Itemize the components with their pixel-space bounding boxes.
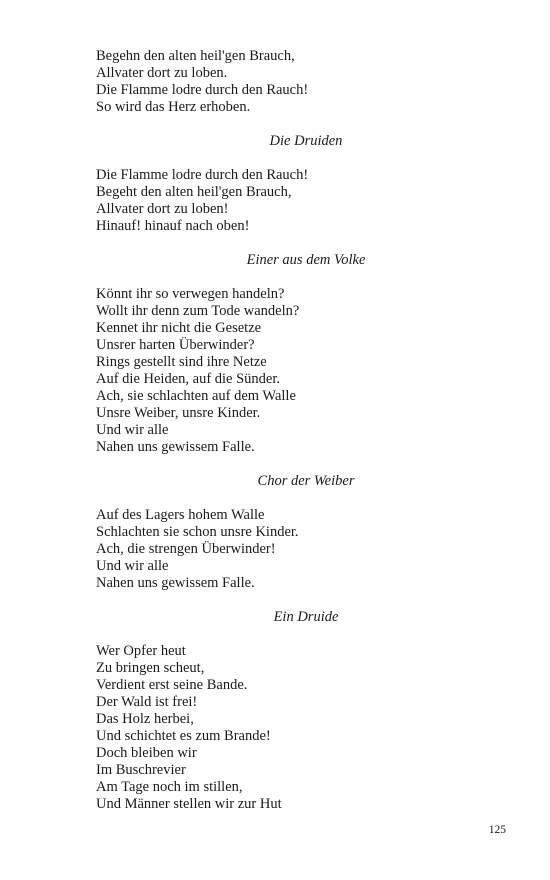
verse-line: Kennet ihr nicht die Gesetze	[96, 320, 262, 336]
verse-line: Doch bleiben wir	[96, 745, 197, 761]
verse-line: Begehn den alten heil'gen Brauch,	[96, 48, 295, 64]
verse-line: Die Flamme lodre durch den Rauch!	[96, 82, 309, 98]
verse-line: Der Wald ist frei!	[96, 694, 198, 710]
verse-line: Und schichtet es zum Brande!	[96, 728, 271, 744]
verse-line: Begeht den alten heil'gen Brauch,	[96, 184, 292, 200]
verse-line: Rings gestellt sind ihre Netze	[96, 354, 267, 370]
verse-line: Auf des Lagers hohem Walle	[96, 507, 265, 523]
verse-line: Ach, die strengen Überwinder!	[96, 541, 276, 557]
verse-line: Ach, sie schlachten auf dem Walle	[96, 388, 296, 404]
page-number: 125	[488, 824, 506, 836]
verse-line: Zu bringen scheut,	[96, 660, 205, 676]
speaker-heading: Chor der Weiber	[257, 473, 355, 489]
verse-line: Auf die Heiden, auf die Sünder.	[96, 371, 281, 387]
verse-line: Und wir alle	[96, 422, 169, 438]
verse-line: Nahen uns gewissem Falle.	[96, 575, 255, 591]
verse-line: Wer Opfer heut	[96, 643, 186, 659]
verse-line: So wird das Herz erhoben.	[96, 99, 251, 115]
verse-line: Unsrer harten Überwinder?	[96, 337, 255, 353]
verse-line: Unsre Weiber, unsre Kinder.	[96, 405, 261, 421]
stanza	[96, 643, 516, 813]
verse-line: Schlachten sie schon unsre Kinder.	[96, 524, 299, 540]
stanza	[96, 507, 516, 592]
verse-line: Am Tage noch im stillen,	[96, 779, 243, 795]
stanza	[96, 167, 516, 235]
verse-line: Wollt ihr denn zum Tode wandeln?	[96, 303, 300, 319]
speaker-heading: Einer aus dem Volke	[246, 252, 366, 268]
verse-line: Nahen uns gewissem Falle.	[96, 439, 255, 455]
verse-line: Und Männer stellen wir zur Hut	[96, 796, 282, 812]
verse-line: Das Holz herbei,	[96, 711, 194, 727]
verse-line: Hinauf! hinauf nach oben!	[96, 218, 250, 234]
stanza	[96, 286, 516, 456]
verse-line: Verdient erst seine Bande.	[96, 677, 248, 693]
verse-line: Könnt ihr so verwegen handeln?	[96, 286, 285, 302]
verse-line: Allvater dort zu loben.	[96, 65, 228, 81]
verse-line: Allvater dort zu loben!	[96, 201, 229, 217]
verse-line: Und wir alle	[96, 558, 169, 574]
poem-text	[96, 48, 516, 813]
verse-line: Die Flamme lodre durch den Rauch!	[96, 167, 309, 183]
speaker-heading: Die Druiden	[269, 133, 343, 149]
stanza	[96, 48, 516, 116]
verse-line: Im Buschrevier	[96, 762, 186, 778]
speaker-heading: Ein Druide	[273, 609, 339, 625]
